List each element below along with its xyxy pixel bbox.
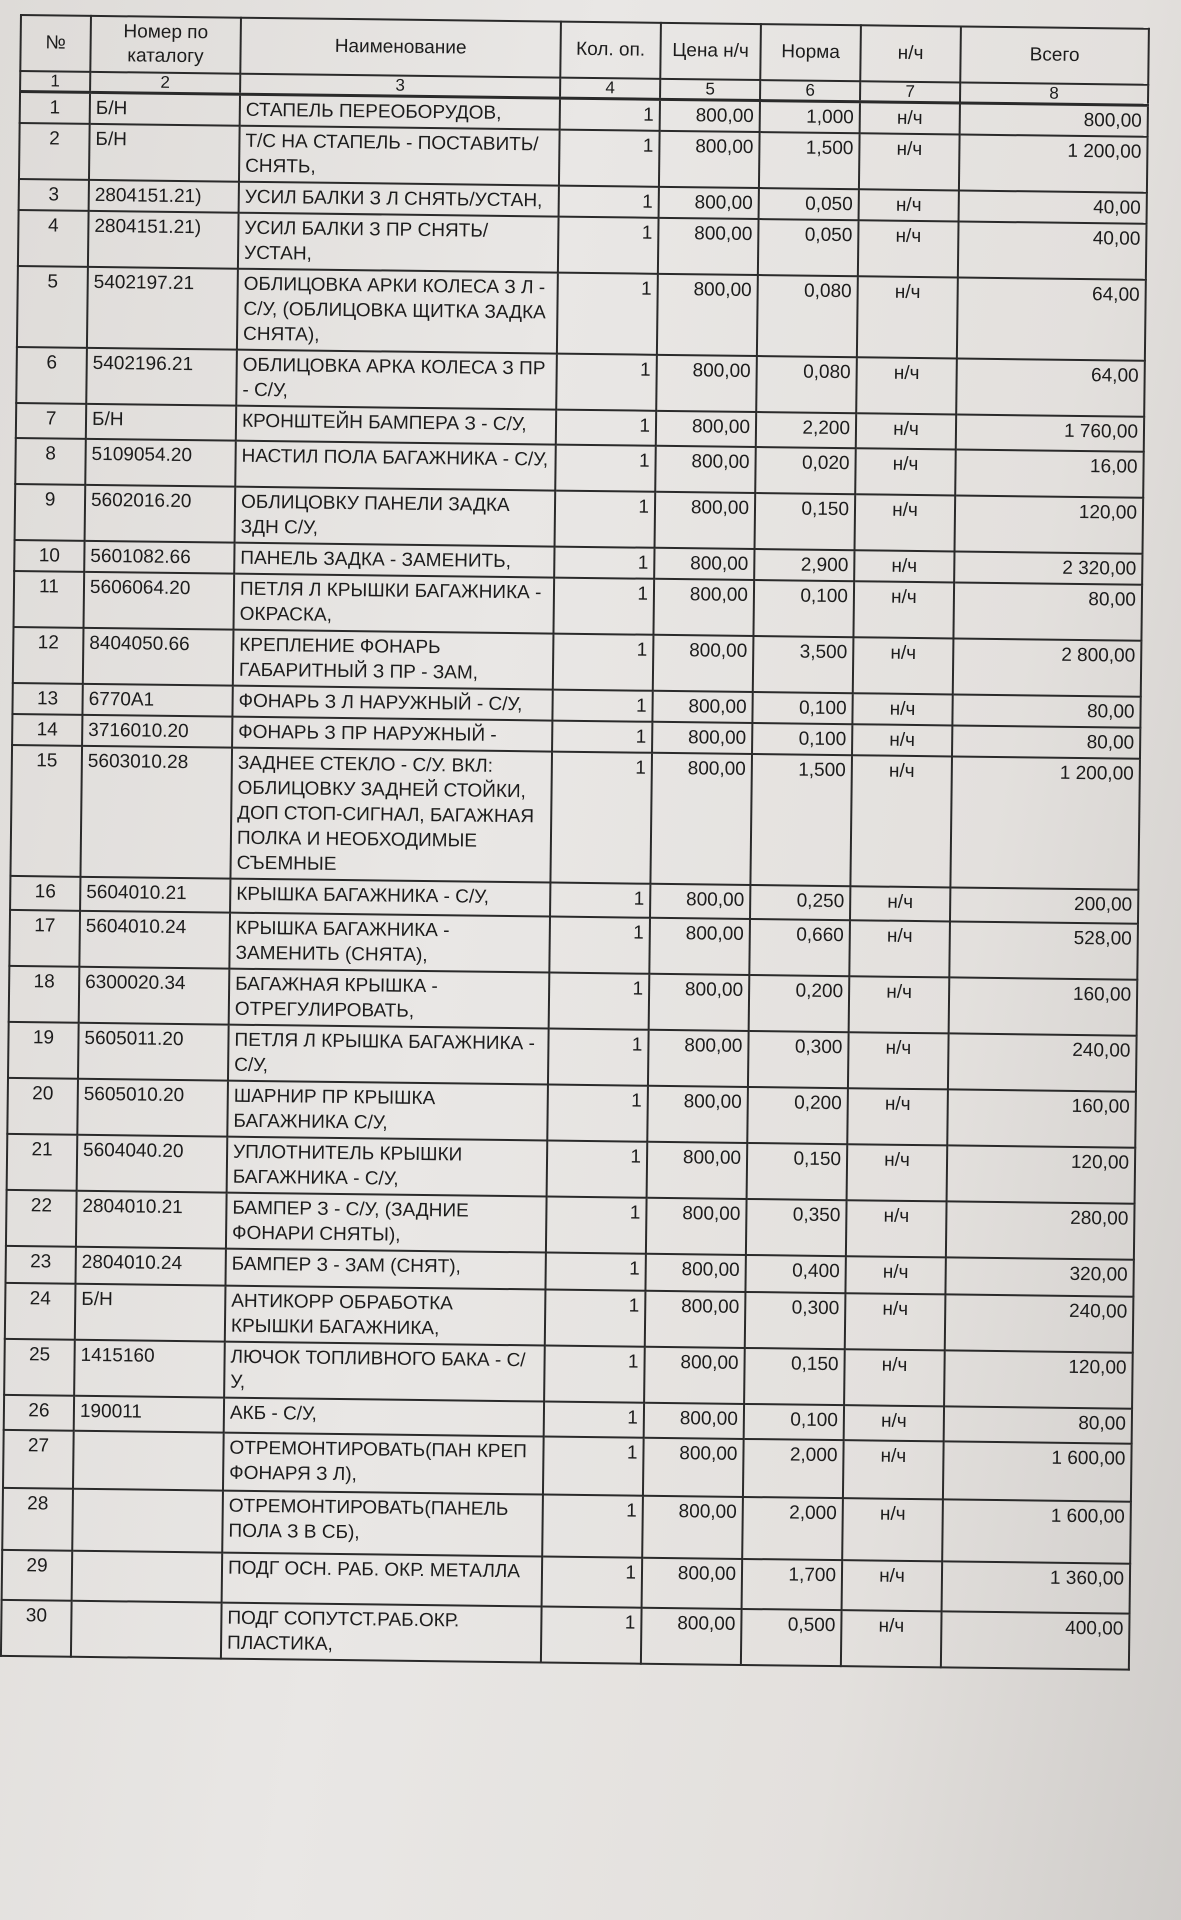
row-number: 9 xyxy=(15,484,86,541)
operation-count: 1 xyxy=(556,410,656,446)
operation-name: КРОНШТЕЙН БАМПЕРА З - С/У, xyxy=(236,406,556,445)
operation-count: 1 xyxy=(546,1197,647,1254)
operation-name: ОБЛИЦОВКУ ПАНЕЛИ ЗАДКА ЗДН С/У, xyxy=(235,487,556,547)
norm-hours: 2,900 xyxy=(754,549,854,581)
row-number: 8 xyxy=(15,438,86,485)
header-total: Всего xyxy=(960,26,1149,84)
unit-label: н/ч xyxy=(849,976,950,1033)
column-number: 2 xyxy=(90,72,240,94)
row-total: 1 200,00 xyxy=(959,134,1148,192)
norm-hours: 0,500 xyxy=(741,1609,842,1666)
hour-price: 800,00 xyxy=(658,218,759,275)
norm-hours: 1,000 xyxy=(760,101,860,134)
hour-price: 800,00 xyxy=(655,492,756,549)
row-total: 1 200,00 xyxy=(950,756,1140,889)
operation-count: 1 xyxy=(542,1556,643,1607)
operation-name: ПАНЕЛЬ ЗАДКА - ЗАМЕНИТЬ, xyxy=(234,543,554,578)
catalog-number: 5603010.28 xyxy=(80,746,232,879)
catalog-number: 2804010.24 xyxy=(75,1247,225,1286)
row-number: 25 xyxy=(4,1339,75,1396)
unit-label: н/ч xyxy=(855,494,956,551)
operation-count: 1 xyxy=(543,1437,644,1496)
header-name: Наименование xyxy=(240,18,561,78)
row-total: 64,00 xyxy=(957,277,1146,360)
row-number: 11 xyxy=(14,571,85,628)
norm-hours: 0,250 xyxy=(750,885,850,920)
operation-name: УПЛОТНИТЕЛЬ КРЫШКИ БАГАЖНИКА - С/У, xyxy=(227,1137,548,1197)
operation-name: ФОНАРЬ З Л НАРУЖНЫЙ - С/У, xyxy=(232,686,552,721)
operation-name: ПОДГ ОСН. РАБ. ОКР. МЕТАЛЛА xyxy=(222,1553,543,1607)
operation-count: 1 xyxy=(549,973,650,1030)
hour-price: 800,00 xyxy=(657,274,758,356)
table-row xyxy=(17,266,1146,361)
norm-hours: 0,200 xyxy=(747,1087,848,1144)
header-qty: Кол. оп. xyxy=(560,22,661,79)
row-number: 26 xyxy=(4,1395,74,1431)
operation-name: Т/С НА СТАПЕЛЬ - ПОСТАВИТЬ/СНЯТЬ, xyxy=(239,126,560,186)
hour-price: 800,00 xyxy=(644,1347,745,1404)
unit-label: н/ч xyxy=(850,755,952,887)
norm-hours: 0,100 xyxy=(752,692,852,724)
operation-name: УСИЛ БАЛКИ З ПР СНЯТЬ/УСТАН, xyxy=(238,213,559,273)
catalog-number: Б/Н xyxy=(90,92,240,125)
catalog-number: 5601082.66 xyxy=(84,541,234,574)
norm-hours: 0,080 xyxy=(756,356,857,413)
unit-label: н/ч xyxy=(856,413,956,449)
catalog-number: 2804010.21 xyxy=(76,1191,227,1249)
operation-count: 1 xyxy=(557,273,658,355)
row-number: 1 xyxy=(20,92,90,124)
catalog-number: 2804151.21) xyxy=(89,180,239,213)
catalog-number: 5602016.20 xyxy=(85,485,236,543)
row-total: 80,00 xyxy=(952,725,1140,758)
hour-price: 800,00 xyxy=(650,884,750,919)
operation-name: ПЕТЛЯ Л КРЫШКИ БАГАЖНИКА - ОКРАСКА, xyxy=(233,574,554,634)
operation-name: СТАПЕЛЬ ПЕРЕОБОРУДОВ, xyxy=(240,94,560,129)
unit-label: н/ч xyxy=(852,724,952,756)
unit-label: н/ч xyxy=(845,1293,946,1350)
row-total: 40,00 xyxy=(958,221,1147,279)
norm-hours: 0,080 xyxy=(757,275,858,357)
catalog-number: 190011 xyxy=(74,1396,224,1433)
catalog-number: 2804151.21) xyxy=(88,211,239,269)
row-total: 320,00 xyxy=(945,1257,1133,1296)
operation-count: 1 xyxy=(544,1346,645,1403)
hour-price: 800,00 xyxy=(650,753,752,885)
operation-name: ОБЛИЦОВКА АРКА КОЛЕСА З ПР - С/У, xyxy=(236,350,557,410)
operation-count: 1 xyxy=(554,547,654,579)
operation-count: 1 xyxy=(544,1402,644,1438)
column-number: 4 xyxy=(560,78,660,100)
row-number: 23 xyxy=(5,1246,75,1284)
hour-price: 800,00 xyxy=(660,99,760,132)
catalog-number: 5604040.20 xyxy=(77,1135,228,1193)
catalog-number: 5606064.20 xyxy=(84,572,235,630)
header-norm: Норма xyxy=(760,24,861,81)
hour-price: 800,00 xyxy=(642,1496,743,1559)
operation-count: 1 xyxy=(553,634,654,691)
operation-count: 1 xyxy=(541,1606,642,1663)
row-number: 17 xyxy=(9,910,80,967)
catalog-number: 5605011.20 xyxy=(78,1023,229,1081)
unit-label: н/ч xyxy=(847,1144,948,1201)
operation-count: 1 xyxy=(545,1290,646,1347)
operation-count: 1 xyxy=(558,217,659,274)
hour-price: 800,00 xyxy=(647,1086,748,1143)
operation-name: КРЫШКА БАГАЖНИКА - ЗАМЕНИТЬ (СНЯТА), xyxy=(229,913,550,973)
catalog-number xyxy=(71,1601,222,1659)
row-number: 15 xyxy=(10,745,82,877)
unit-label: н/ч xyxy=(853,637,954,694)
operation-count: 1 xyxy=(553,578,654,635)
unit-label: н/ч xyxy=(855,448,956,495)
norm-hours: 0,150 xyxy=(747,1143,848,1200)
catalog-number: 6770A1 xyxy=(82,684,232,717)
hour-price: 800,00 xyxy=(652,691,752,723)
work-estimate-sheet xyxy=(0,14,1148,1671)
catalog-number xyxy=(72,1551,223,1603)
hour-price: 800,00 xyxy=(647,1142,748,1199)
norm-hours: 0,150 xyxy=(744,1348,845,1405)
table-row xyxy=(10,745,1140,890)
norm-hours: 0,400 xyxy=(745,1255,845,1293)
norm-hours: 1,500 xyxy=(759,132,860,189)
operation-count: 1 xyxy=(552,721,652,753)
hour-price: 800,00 xyxy=(645,1254,745,1292)
column-number: 5 xyxy=(660,79,760,101)
row-total: 800,00 xyxy=(960,103,1148,137)
operation-name: КРЫШКА БАГАЖНИКА - С/У, xyxy=(230,879,550,917)
unit-label: н/ч xyxy=(842,1560,943,1611)
row-number: 20 xyxy=(7,1078,78,1135)
operation-name: УСИЛ БАЛКИ З Л СНЯТЬ/УСТАН, xyxy=(239,182,559,217)
row-total: 2 320,00 xyxy=(954,551,1142,584)
operation-name: БАГАЖНАЯ КРЫШКА - ОТРЕГУЛИРОВАТЬ, xyxy=(229,969,550,1029)
row-total: 64,00 xyxy=(956,358,1145,416)
header-price: Цена н/ч xyxy=(660,23,761,80)
row-number: 24 xyxy=(5,1283,76,1340)
norm-hours: 3,500 xyxy=(753,636,854,693)
header-no: № xyxy=(20,15,91,72)
catalog-number xyxy=(72,1489,223,1553)
hour-price: 800,00 xyxy=(642,1558,743,1609)
hour-price: 800,00 xyxy=(656,355,757,412)
catalog-number: 1415160 xyxy=(74,1340,225,1398)
column-number: 1 xyxy=(20,71,90,92)
operation-name: АКБ - С/У, xyxy=(224,1398,544,1437)
row-total: 1 760,00 xyxy=(956,414,1144,451)
row-total: 80,00 xyxy=(952,694,1140,727)
row-total: 160,00 xyxy=(949,977,1138,1035)
operation-name: БАМПЕР З - ЗАМ (СНЯТ), xyxy=(225,1249,545,1290)
row-total: 120,00 xyxy=(944,1350,1133,1408)
row-number: 10 xyxy=(14,540,84,572)
operation-name: ЗАДНЕЕ СТЕКЛО - С/У. ВКЛ: ОБЛИЦОВКУ ЗАДНЕЙ СТОЙКИ, ДОП СТОП-СИГНАЛ, БАГАЖНАЯ ПОЛКА И НЕОБХОДИМЫЕ СЪЕМНЫЕ xyxy=(230,748,552,883)
operation-count: 1 xyxy=(550,752,652,884)
norm-hours: 1,500 xyxy=(750,754,852,886)
row-number: 29 xyxy=(2,1550,73,1601)
operation-name: ПОДГ СОПУТСТ.РАБ.ОКР. ПЛАСТИКА, xyxy=(221,1603,542,1663)
hour-price: 800,00 xyxy=(652,722,752,754)
hour-price: 800,00 xyxy=(655,446,756,493)
row-total: 160,00 xyxy=(947,1089,1136,1147)
norm-hours: 0,050 xyxy=(759,188,859,220)
unit-label: н/ч xyxy=(859,133,960,190)
norm-hours: 0,300 xyxy=(748,1031,849,1088)
norm-hours: 0,350 xyxy=(746,1199,847,1256)
row-number: 2 xyxy=(19,123,90,180)
hour-price: 800,00 xyxy=(644,1403,744,1439)
operation-count: 1 xyxy=(555,445,656,492)
row-total: 16,00 xyxy=(955,449,1144,497)
column-number: 3 xyxy=(240,74,560,98)
operation-name: ШАРНИР ПР КРЫШКА БАГАЖНИКА С/У, xyxy=(227,1081,548,1141)
row-number: 22 xyxy=(6,1190,77,1247)
catalog-number: 5402197.21 xyxy=(87,267,238,350)
row-total: 1 600,00 xyxy=(942,1499,1131,1563)
unit-label: н/ч xyxy=(860,102,960,135)
unit-label: н/ч xyxy=(844,1405,944,1441)
unit-label: н/ч xyxy=(856,357,957,414)
unit-label: н/ч xyxy=(842,1498,943,1561)
operation-name: БАМПЕР З - С/У, (ЗАДНИЕ ФОНАРИ СНЯТЫ), xyxy=(226,1193,547,1253)
operation-name: ФОНАРЬ З ПР НАРУЖНЫЙ - xyxy=(232,717,552,752)
operation-count: 1 xyxy=(550,883,650,918)
catalog-number: 5605010.20 xyxy=(77,1079,228,1137)
operation-name: АНТИКОРР ОБРАБОТКА КРЫШКИ БАГАЖНИКА, xyxy=(225,1286,546,1346)
operation-name: ОТРЕМОНТИРОВАТЬ(ПАН КРЕП ФОНАРЯ З Л), xyxy=(223,1433,544,1495)
norm-hours: 0,100 xyxy=(744,1404,844,1440)
unit-label: н/ч xyxy=(845,1256,945,1294)
hour-price: 800,00 xyxy=(645,1291,746,1348)
operation-count: 1 xyxy=(559,186,659,218)
norm-hours: 1,700 xyxy=(742,1559,843,1610)
row-total: 280,00 xyxy=(946,1201,1135,1259)
catalog-number: Б/Н xyxy=(75,1284,226,1342)
header-catalog: Номер по каталогу xyxy=(90,16,241,74)
column-number: 6 xyxy=(760,80,860,102)
row-total: 1 360,00 xyxy=(942,1561,1131,1613)
operation-count: 1 xyxy=(552,690,652,722)
row-total: 528,00 xyxy=(949,921,1138,979)
operation-count: 1 xyxy=(545,1253,645,1291)
catalog-number: 5402196.21 xyxy=(86,348,237,406)
unit-label: н/ч xyxy=(843,1440,944,1499)
row-number: 19 xyxy=(8,1022,79,1079)
unit-label: н/ч xyxy=(858,220,959,277)
unit-label: н/ч xyxy=(857,276,958,358)
row-total: 80,00 xyxy=(953,582,1142,640)
hour-price: 800,00 xyxy=(653,579,754,636)
operation-count: 1 xyxy=(549,917,650,974)
header-unit: н/ч xyxy=(860,25,961,82)
operation-count: 1 xyxy=(559,130,660,187)
row-number: 28 xyxy=(2,1488,73,1551)
row-total: 400,00 xyxy=(941,1611,1130,1669)
catalog-number: 5604010.21 xyxy=(80,877,230,913)
column-number: 8 xyxy=(960,82,1148,105)
operation-count: 1 xyxy=(560,98,660,131)
operation-count: 1 xyxy=(555,491,656,548)
operation-name: КРЕПЛЕНИЕ ФОНАРЬ ГАБАРИТНЫЙ З ПР - ЗАМ, xyxy=(233,630,554,690)
operation-name: НАСТИЛ ПОЛА БАГАЖНИКА - С/У, xyxy=(235,441,556,491)
row-number: 7 xyxy=(16,403,86,439)
unit-label: н/ч xyxy=(850,886,950,921)
unit-label: н/ч xyxy=(844,1349,945,1406)
row-number: 12 xyxy=(13,627,84,684)
operation-name: ЛЮЧОК ТОПЛИВНОГО БАКА - С/У, xyxy=(224,1342,545,1402)
work-table xyxy=(0,14,1150,1671)
row-total: 200,00 xyxy=(950,887,1138,923)
catalog-number: 8404050.66 xyxy=(83,628,234,686)
column-number: 7 xyxy=(860,81,960,103)
catalog-number: 5604010.24 xyxy=(79,911,230,969)
row-number: 21 xyxy=(7,1134,78,1191)
row-total: 1 600,00 xyxy=(943,1441,1132,1501)
norm-hours: 0,200 xyxy=(749,975,850,1032)
catalog-number: Б/Н xyxy=(89,124,240,182)
operation-count: 1 xyxy=(547,1141,648,1198)
row-number: 5 xyxy=(17,266,88,348)
row-number: 16 xyxy=(10,876,80,911)
norm-hours: 0,150 xyxy=(755,493,856,550)
norm-hours: 2,000 xyxy=(742,1497,843,1560)
row-number: 30 xyxy=(1,1600,72,1657)
row-number: 3 xyxy=(19,179,89,211)
unit-label: н/ч xyxy=(853,581,954,638)
norm-hours: 2,200 xyxy=(756,412,856,448)
unit-label: н/ч xyxy=(846,1200,947,1257)
unit-label: н/ч xyxy=(852,693,952,725)
norm-hours: 0,100 xyxy=(753,580,854,637)
hour-price: 800,00 xyxy=(648,1030,749,1087)
unit-label: н/ч xyxy=(859,189,959,221)
row-number: 6 xyxy=(16,347,87,404)
hour-price: 800,00 xyxy=(641,1608,742,1665)
hour-price: 800,00 xyxy=(643,1438,744,1497)
unit-label: н/ч xyxy=(848,1032,949,1089)
row-total: 240,00 xyxy=(945,1294,1134,1352)
unit-label: н/ч xyxy=(849,920,950,977)
norm-hours: 0,100 xyxy=(752,723,852,755)
hour-price: 800,00 xyxy=(656,411,756,447)
operation-name: ОБЛИЦОВКА АРКИ КОЛЕСА З Л - С/У, (ОБЛИЦОВКА ЩИТКА ЗАДКА СНЯТА), xyxy=(237,269,558,354)
norm-hours: 0,660 xyxy=(749,919,850,976)
norm-hours: 0,050 xyxy=(758,219,859,276)
catalog-number: 3716010.20 xyxy=(82,715,232,748)
hour-price: 800,00 xyxy=(649,974,750,1031)
catalog-number: Б/Н xyxy=(86,404,236,441)
operation-name: ПЕТЛЯ Л КРЫШКА БАГАЖНИКА - С/У, xyxy=(228,1025,549,1085)
row-number: 27 xyxy=(3,1430,74,1489)
row-total: 2 800,00 xyxy=(953,638,1142,696)
hour-price: 800,00 xyxy=(653,635,754,692)
row-total: 120,00 xyxy=(955,495,1144,553)
operation-count: 1 xyxy=(556,354,657,411)
operation-name: ОТРЕМОНТИРОВАТЬ(ПАНЕЛЬ ПОЛА З В СБ), xyxy=(222,1491,543,1557)
row-total: 240,00 xyxy=(948,1033,1137,1091)
row-number: 18 xyxy=(9,966,80,1023)
row-total: 120,00 xyxy=(947,1145,1136,1203)
norm-hours: 0,020 xyxy=(755,447,856,494)
table-body xyxy=(1,92,1148,1670)
hour-price: 800,00 xyxy=(659,131,760,188)
operation-count: 1 xyxy=(542,1494,643,1557)
operation-count: 1 xyxy=(548,1029,649,1086)
norm-hours: 0,300 xyxy=(745,1292,846,1349)
operation-count: 1 xyxy=(547,1085,648,1142)
row-number: 4 xyxy=(18,210,89,267)
norm-hours: 2,000 xyxy=(743,1439,844,1498)
catalog-number xyxy=(73,1431,224,1491)
catalog-number: 5109054.20 xyxy=(85,439,236,487)
row-number: 13 xyxy=(12,683,82,715)
unit-label: н/ч xyxy=(847,1088,948,1145)
row-total: 40,00 xyxy=(959,190,1147,223)
row-number: 14 xyxy=(12,714,82,746)
hour-price: 800,00 xyxy=(654,548,754,580)
hour-price: 800,00 xyxy=(659,187,759,219)
unit-label: н/ч xyxy=(854,550,954,582)
unit-label: н/ч xyxy=(841,1610,942,1667)
row-total: 80,00 xyxy=(944,1406,1132,1443)
catalog-number: 6300020.34 xyxy=(79,967,230,1025)
hour-price: 800,00 xyxy=(649,918,750,975)
hour-price: 800,00 xyxy=(646,1198,747,1255)
